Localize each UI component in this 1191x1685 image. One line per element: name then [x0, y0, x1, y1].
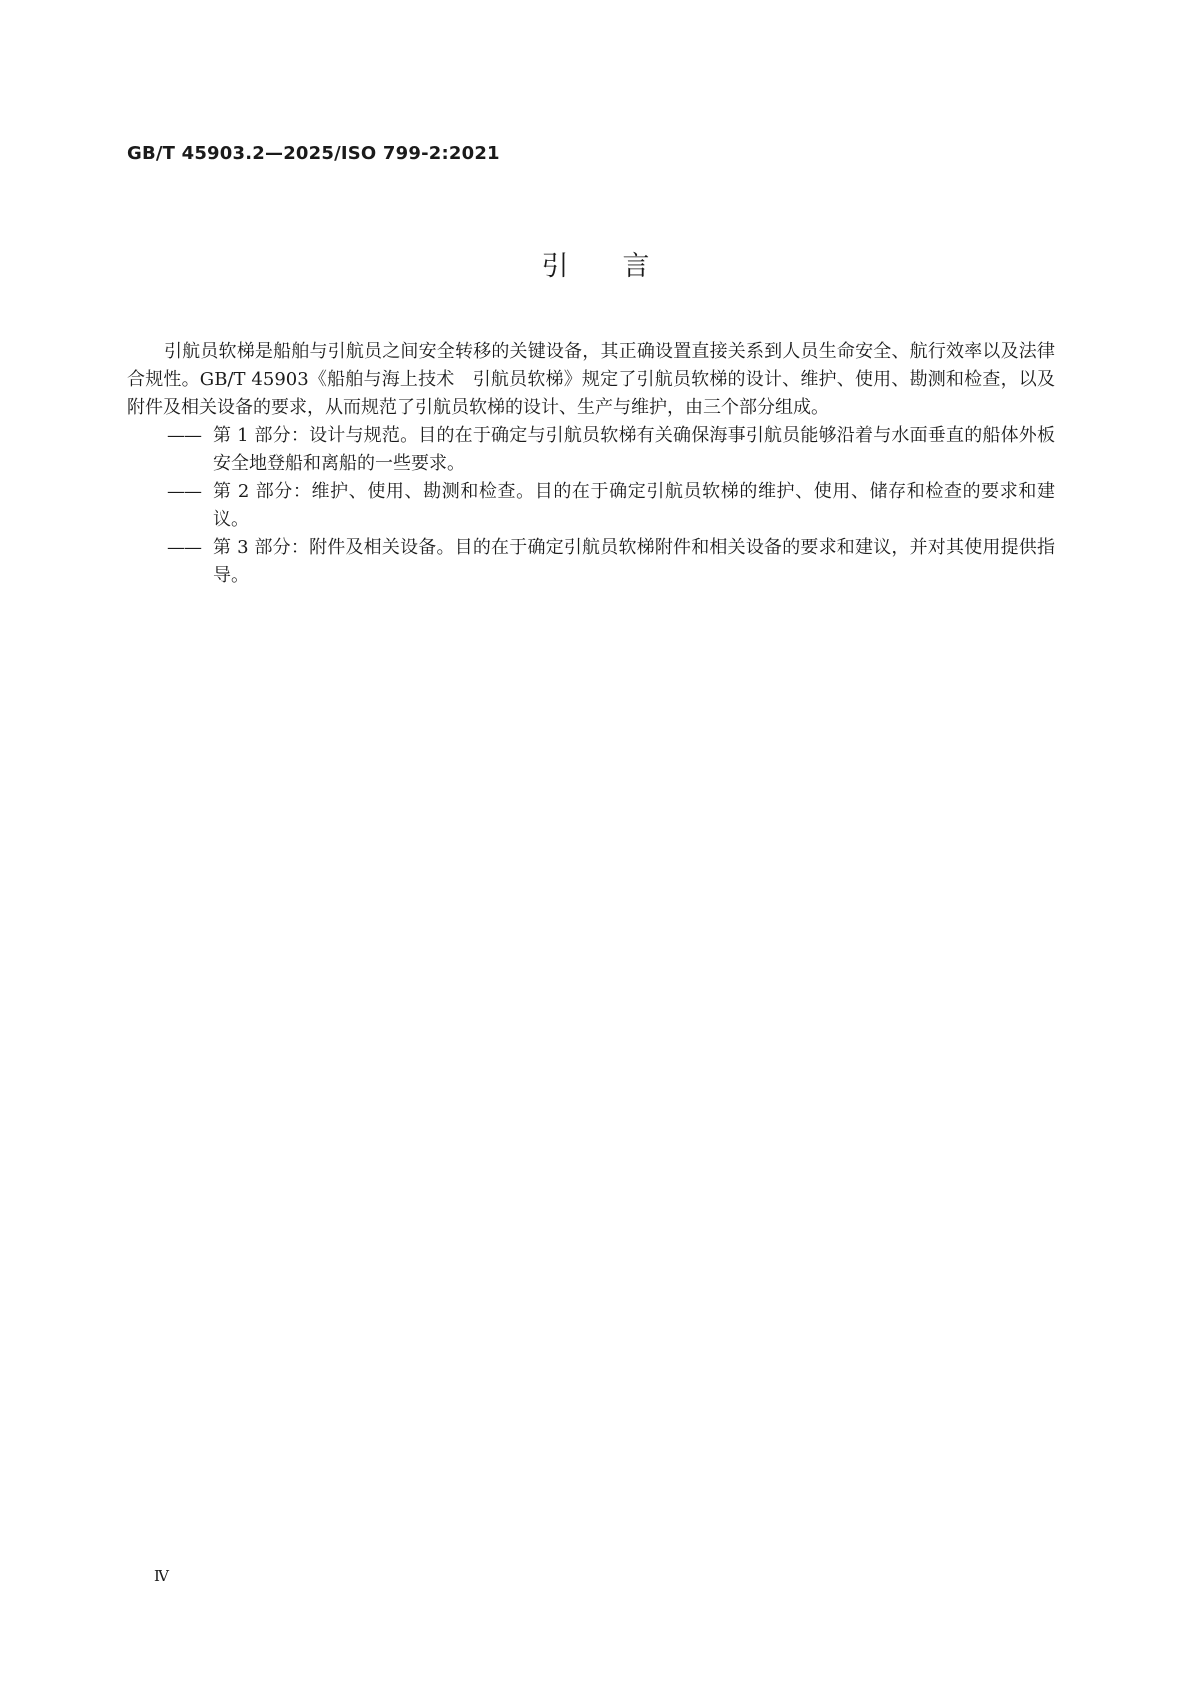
part-text: 第 2 部分：维护、使用、勘测和检查。目的在于确定引航员软梯的维护、使用、储存和检查的要求和建议。 [213, 481, 1055, 530]
part-item-2 [127, 478, 1055, 534]
dash-marker: —— [167, 425, 201, 446]
dash-marker: —— [167, 481, 201, 502]
intro-paragraph: 引航员软梯是船舶与引航员之间安全转移的关键设备，其正确设置直接关系到人员生命安全、航行效率以及法律合规性。GB/T 45903《船舶与海上技术 引航员软梯》规定了引航员软梯的设计、维护、使用、勘测和检查，以及附件及相关设备的要求，从而规范了引航员软梯的设计、生产与维护，由三个部分组成。 [127, 341, 1055, 418]
dash-marker: —— [167, 537, 201, 558]
part-text: 第 1 部分：设计与规范。目的在于确定与引航员软梯有关确保海事引航员能够沿着与水面垂直的船体外板安全地登船和离船的一些要求。 [213, 425, 1055, 474]
part-item-3 [127, 534, 1055, 590]
part-list [127, 422, 1055, 590]
part-item-1 [127, 422, 1055, 478]
standard-number-header: GB/T 45903.2—2025/ISO 799-2:2021 [127, 143, 500, 164]
page-number: Ⅳ [154, 1567, 169, 1585]
page-title: 引 言 [541, 251, 650, 282]
part-text: 第 3 部分：附件及相关设备。目的在于确定引航员软梯附件和相关设备的要求和建议，并对其使用提供指导。 [213, 537, 1055, 586]
introduction-body [127, 338, 1055, 590]
